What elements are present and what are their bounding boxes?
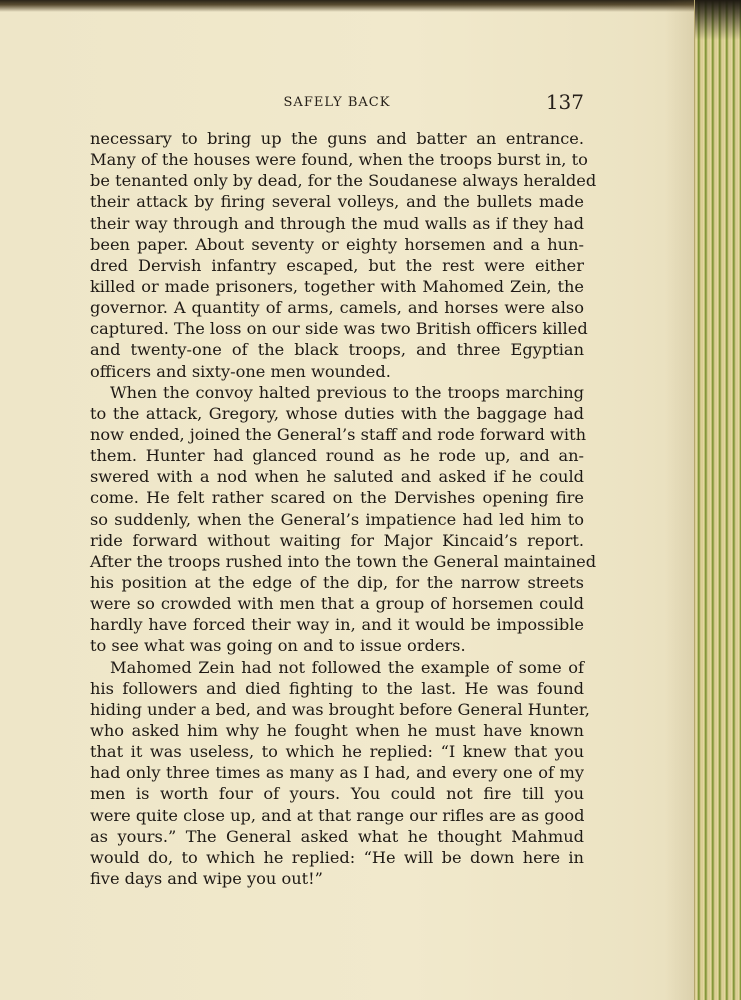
text-line: who asked him why he fought when he must have known [90,720,584,740]
text-line: be tenanted only by dead, for the Soudanese always heralded [90,171,597,191]
text-line: their way through and through the mud walls as if they had [90,213,584,233]
text-line: men is worth four of yours. You could not fire till you [90,784,584,804]
text-line: were quite close up, and at that range our rifles are as good [90,805,585,825]
text-line: been paper. About seventy or eighty horsemen and a hun- [90,234,584,254]
text-line: killed or made prisoners, together with Mahomed Zein, the [90,276,584,296]
text-line: them. Hunter had glanced round as he rode up, and an- [90,446,584,466]
running-head: SAFELY BACK [283,95,391,110]
text-line: were so crowded with men that a group of horsemen could [90,594,584,614]
text-line: and twenty-one of the black troops, and three Egyptian [90,340,584,360]
text-line: now ended, joined the General’s staff and rode forward with [90,424,587,444]
text-line: that it was useless, to which he replied: “I knew that you [90,742,584,762]
text-line: his followers and died fighting to the last. He was found [90,678,584,698]
text-line: to the attack, Gregory, whose duties with the baggage had [90,403,584,423]
page-edges [694,0,741,1000]
page-header [90,90,584,116]
text-line: five days and wipe you out!” [90,868,323,888]
text-line: After the troops rushed into the town the General maintained [90,551,597,571]
text-line: had only three times as many as I had, and every one of my [90,763,584,783]
text-line: his position at the edge of the dip, for the narrow streets [90,572,584,592]
text-line: to see what was going on and to issue orders. [90,636,466,656]
text-line: necessary to bring up the guns and batter an entrance. [90,129,584,148]
body-text [90,128,597,889]
text-line: so suddenly, when the General’s impatience had led him to [90,509,584,529]
page-curl-shade [665,0,695,1000]
text-line: come. He felt rather scared on the Dervishes opening fire [90,488,584,508]
text-line: governor. A quantity of arms, camels, and horses were also [90,298,584,318]
top-binding-shadow [0,0,741,12]
text-line: would do, to which he replied: “He will be down here in [90,847,584,867]
text-line: hiding under a bed, and was brought before General Hunter, [90,699,590,719]
text-line: swered with a nod when he saluted and asked if he could [90,467,584,487]
page-number: 137 [545,90,584,114]
text-line: Many of the houses were found, when the troops burst in, to [90,150,588,170]
text-line: as yours.” The General asked what he thought Mahmud [90,826,584,846]
text-line: their attack by firing several volleys, and the bullets made [90,192,584,212]
text-line: officers and sixty-one men wounded. [90,361,391,381]
text-line: When the convoy halted previous to the troops marching [110,382,584,402]
text-line: Mahomed Zein had not followed the example of some of [110,657,584,677]
text-line: captured. The loss on our side was two British officers killed [90,319,588,339]
text-line: ride forward without waiting for Major Kincaid’s report. [90,530,584,550]
text-line: hardly have forced their way in, and it would be impossible [90,615,584,635]
text-line: dred Dervish infantry escaped, but the rest were either [90,255,584,275]
